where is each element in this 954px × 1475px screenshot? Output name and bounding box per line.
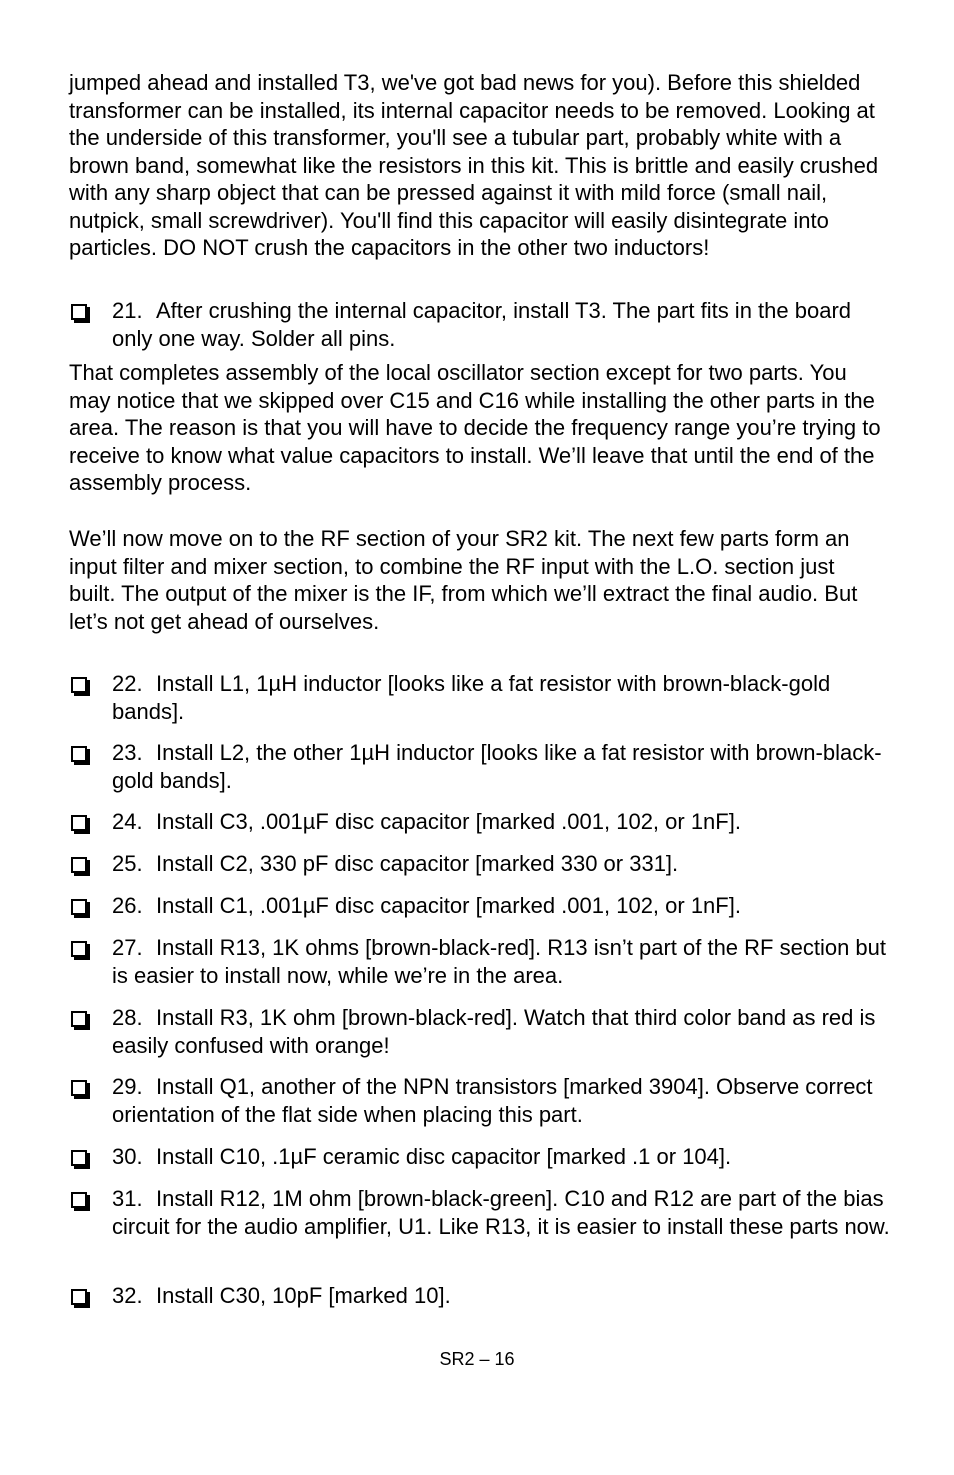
step-32 [69,1282,884,1310]
step-text: Install R3, 1K ohm [brown-black-red]. Watch that third color band as red is easily confused with orange! [112,1005,876,1058]
step-text: Install R12, 1M ohm [brown-black-green]. C10 and R12 are part of the bias circuit for the audio amplifier, U1. Like R13, it is easier to install these parts now. [112,1186,890,1239]
step-text: Install L2, the other 1µH inductor [looks like a fat resistor with brown-black-gold bands]. [112,740,882,793]
checkbox-icon[interactable] [71,677,87,693]
checkbox-icon[interactable] [71,857,87,873]
step-number: 28. [112,1005,143,1030]
checkbox-icon[interactable] [71,899,87,915]
step-text: Install C30, 10pF [marked 10]. [156,1283,451,1308]
step-26 [69,892,884,920]
intro-paragraph: jumped ahead and installed T3, we've got bad news for you). Before this shielded transformer can be installed, its internal capacitor needs to be removed. Looking at the underside of this transformer, you'll see a tubular part, probably white with a brown band, somewhat like the resistors in this kit. This is brittle and easily crushed with any sharp object that can be pressed against it with mild force (small nail, nutpick, small screwdriver). You'll find this capacitor will easily disintegrate into particles. DO NOT crush the capacitors in the other two inductors! [69,70,879,260]
step-25 [69,850,884,878]
step-number: 26. [112,893,143,918]
step-number: 30. [112,1144,143,1169]
step-number: 25. [112,851,143,876]
step-number: 21. [112,298,143,323]
checkbox-icon[interactable] [71,304,87,320]
step-number: 29. [112,1074,143,1099]
step-text: Install C3, .001µF disc capacitor [marked .001, 102, or 1nF]. [156,809,741,834]
step-number: 22. [112,671,143,696]
step-number: 24. [112,809,143,834]
step-22 [69,670,884,726]
checkbox-icon[interactable] [71,815,87,831]
step-text: Install R13, 1K ohms [brown-black-red]. R13 isn’t part of the RF section but is easier to install now, while we’re in the area. [112,935,886,988]
step-23 [69,739,884,795]
step-number: 32. [112,1283,143,1308]
lo-summary-paragraph: That completes assembly of the local oscillator section except for two parts. You may notice that we skipped over C15 and C16 while installing the other parts in the area. The reason is that you will have to decide the frequency range you’re trying to receive to know what value capacitors to install. We’ll leave that until the end of the assembly process. [69,360,881,495]
step-28 [69,1004,884,1060]
checkbox-icon[interactable] [71,1080,87,1096]
step-29 [69,1073,884,1129]
step-text: Install L1, 1µH inductor [looks like a fat resistor with brown-black-gold bands]. [112,671,831,724]
step-text: Install C10, .1µF ceramic disc capacitor [marked .1 or 104]. [156,1144,732,1169]
rf-intro-paragraph: We’ll now move on to the RF section of your SR2 kit. The next few parts form an input filter and mixer section, to combine the RF input with the L.O. section just built. The output of the mixer is the IF, from which we’ll extract the final audio. But let’s not get ahead of ourselves. [69,526,858,634]
checkbox-icon[interactable] [71,1192,87,1208]
checkbox-icon[interactable] [71,1150,87,1166]
step-31 [69,1185,890,1269]
checkbox-icon[interactable] [71,1289,87,1305]
page-footer: SR2 – 16 [439,1349,515,1369]
step-30 [69,1143,884,1171]
step-21 [69,297,884,353]
checkbox-icon[interactable] [71,746,87,762]
step-text: After crushing the internal capacitor, install T3. The part fits in the board only one way. Solder all pins. [112,298,852,351]
step-27 [69,934,884,990]
checkbox-icon[interactable] [71,941,87,957]
checkbox-icon[interactable] [71,1011,87,1027]
step-number: 31. [112,1186,143,1211]
step-text: Install Q1, another of the NPN transistors [marked 3904]. Observe correct orientation of the flat side when placing this part. [112,1074,873,1127]
step-24 [69,808,884,836]
step-text: Install C2, 330 pF disc capacitor [marked 330 or 331]. [156,851,679,876]
step-number: 23. [112,740,143,765]
step-text: Install C1, .001µF disc capacitor [marked .001, 102, or 1nF]. [156,893,741,918]
step-number: 27. [112,935,143,960]
